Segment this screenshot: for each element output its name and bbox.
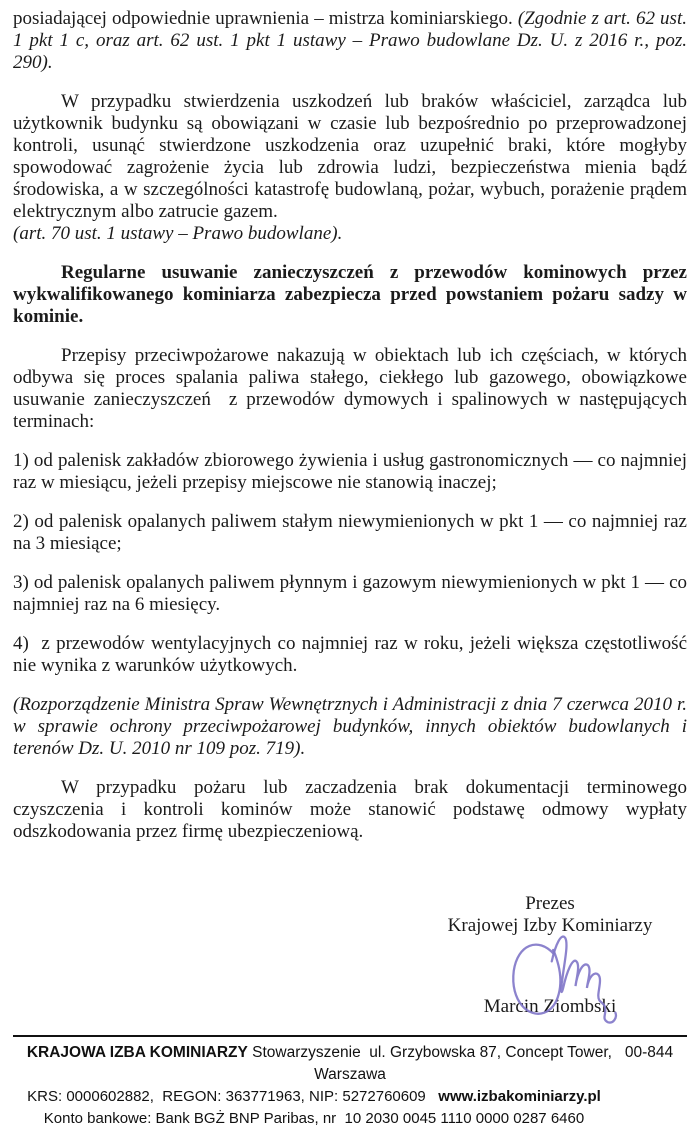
footer-registry-numbers: KRS: 0000602882, REGON: 363771963, NIP: 5272760609 — [27, 1088, 439, 1105]
paragraph-repairs — [13, 91, 692, 223]
list-item-3 — [13, 572, 692, 616]
paragraph-intro — [13, 8, 692, 74]
list-item-3-text: 3) od palenisk opalanych paliwem płynnym i gazowym niewymienionych w pkt 1 — co najmniej raz na 6 miesięcy. — [13, 572, 692, 615]
repairs-legal-citation: (art. 70 ust. 1 ustawy – Prawo budowlane). — [13, 223, 343, 244]
list-item-1-text: 1) od palenisk zakładów zbiorowego żywienia i usług gastronomicznych — co najmniej raz w miesiącu, jeżeli przepisy miejscowe nie stanowią inaczej; — [13, 450, 692, 493]
repairs-text: W przypadku stwierdzenia uszkodzeń lub braków właściciel, zarządca lub użytkownik budynku są obowiązani w czasie lub bezpośrednio po przeprowadzonej kontroli, usunąć stwierdzone uszkodzenia oraz uzupełnić braki, które mogłyby spowodować zagrożenie życia lub zdrowia ludzi, bezpieczeństwa mienia bądź środowiska, a w szczególności katastrofę budowlaną, pożar, wybuch, porażenie prądem elektrycznym albo zatrucie gazem. — [13, 91, 692, 222]
list-item-2 — [13, 511, 692, 555]
paragraph-insurance-warning — [13, 777, 692, 843]
intro-text: posiadającej odpowiednie uprawnienia – mistrza kominiarskiego. — [13, 8, 518, 29]
list-item-4-text: 4) z przewodów wentylacyjnych co najmniej raz w roku, jeżeli większa częstotliwość nie wynika z warunków użytkowych. — [13, 633, 692, 676]
letter-body — [13, 8, 692, 1018]
paragraph-bold-statement: Regularne usuwanie zanieczyszczeń z przewodów kominowych przez wykwalifikowanego kominiarza zabezpiecza przed powstaniem pożaru sadzy w kominie. — [13, 262, 687, 327]
footer-bank-account: Konto bankowe: Bank BGŻ BNP Paribas, nr 10 2030 0045 1110 0000 0287 6460 — [43, 1110, 585, 1127]
footer-bank-line — [13, 1108, 687, 1130]
footer-website: www.izbakominiarzy.pl — [438, 1088, 601, 1105]
paragraph-ordinance-citation — [13, 694, 692, 760]
list-item-2-text: 2) od palenisk opalanych paliwem stałym niewymienionych w pkt 1 — co najmniej raz na 3 miesiące; — [13, 511, 692, 554]
ordinance-citation-text: (Rozporządzenie Ministra Spraw Wewnętrznych i Administracji z dnia 7 czerwca 2010 r. w sprawie ochrony przeciwpożarowej budynków, innych obiektów budowlanych i terenów Dz. U. 2010 nr 109 poz. 719). — [13, 694, 692, 759]
list-item-4 — [13, 633, 692, 677]
footer-org-line — [13, 1042, 687, 1086]
signature-title-line-2: Krajowej Izby Kominiarzy — [447, 915, 653, 936]
list-item-1 — [13, 450, 692, 494]
insurance-warning-text: W przypadku pożaru lub zaczadzenia brak dokumentacji terminowego czyszczenia i kontroli kominów może stanowić podstawę odmowy wypłaty odszkodowania przez firmę ubezpieczeniową. — [13, 777, 692, 842]
footer-org-name: KRAJOWA IZBA KOMINIARZY — [26, 1044, 248, 1061]
footer-registry-line — [13, 1086, 687, 1108]
intro-legal-citation: (Zgodnie z art. 62 ust. 1 pkt 1 c, oraz art. 62 ust. 1 pkt 1 ustawy – Prawo budowlane Dz. U. z 2016 r., poz. 290). — [13, 8, 692, 73]
paragraph-fire-rules-intro — [13, 345, 692, 433]
signature-name: Marcin Ziombski — [483, 996, 617, 1017]
handwritten-signature-icon — [501, 931, 631, 1026]
letterhead-footer — [13, 1035, 687, 1130]
signature-title-line-1: Prezes — [525, 893, 575, 914]
signature-block — [425, 893, 675, 1018]
fire-rules-text: Przepisy przeciwpożarowe nakazują w obiektach lub ich częściach, w których odbywa się proces spalania paliwa stałego, ciekłego lub gazowego, obowiązkowe usuwanie zanieczyszczeń z przewodów dymowych i spalinowych w następujących terminach: — [13, 345, 692, 432]
footer-org-details: Stowarzyszenie ul. Grzybowska 87, Concept Tower, 00-844 Warszawa — [247, 1044, 678, 1083]
